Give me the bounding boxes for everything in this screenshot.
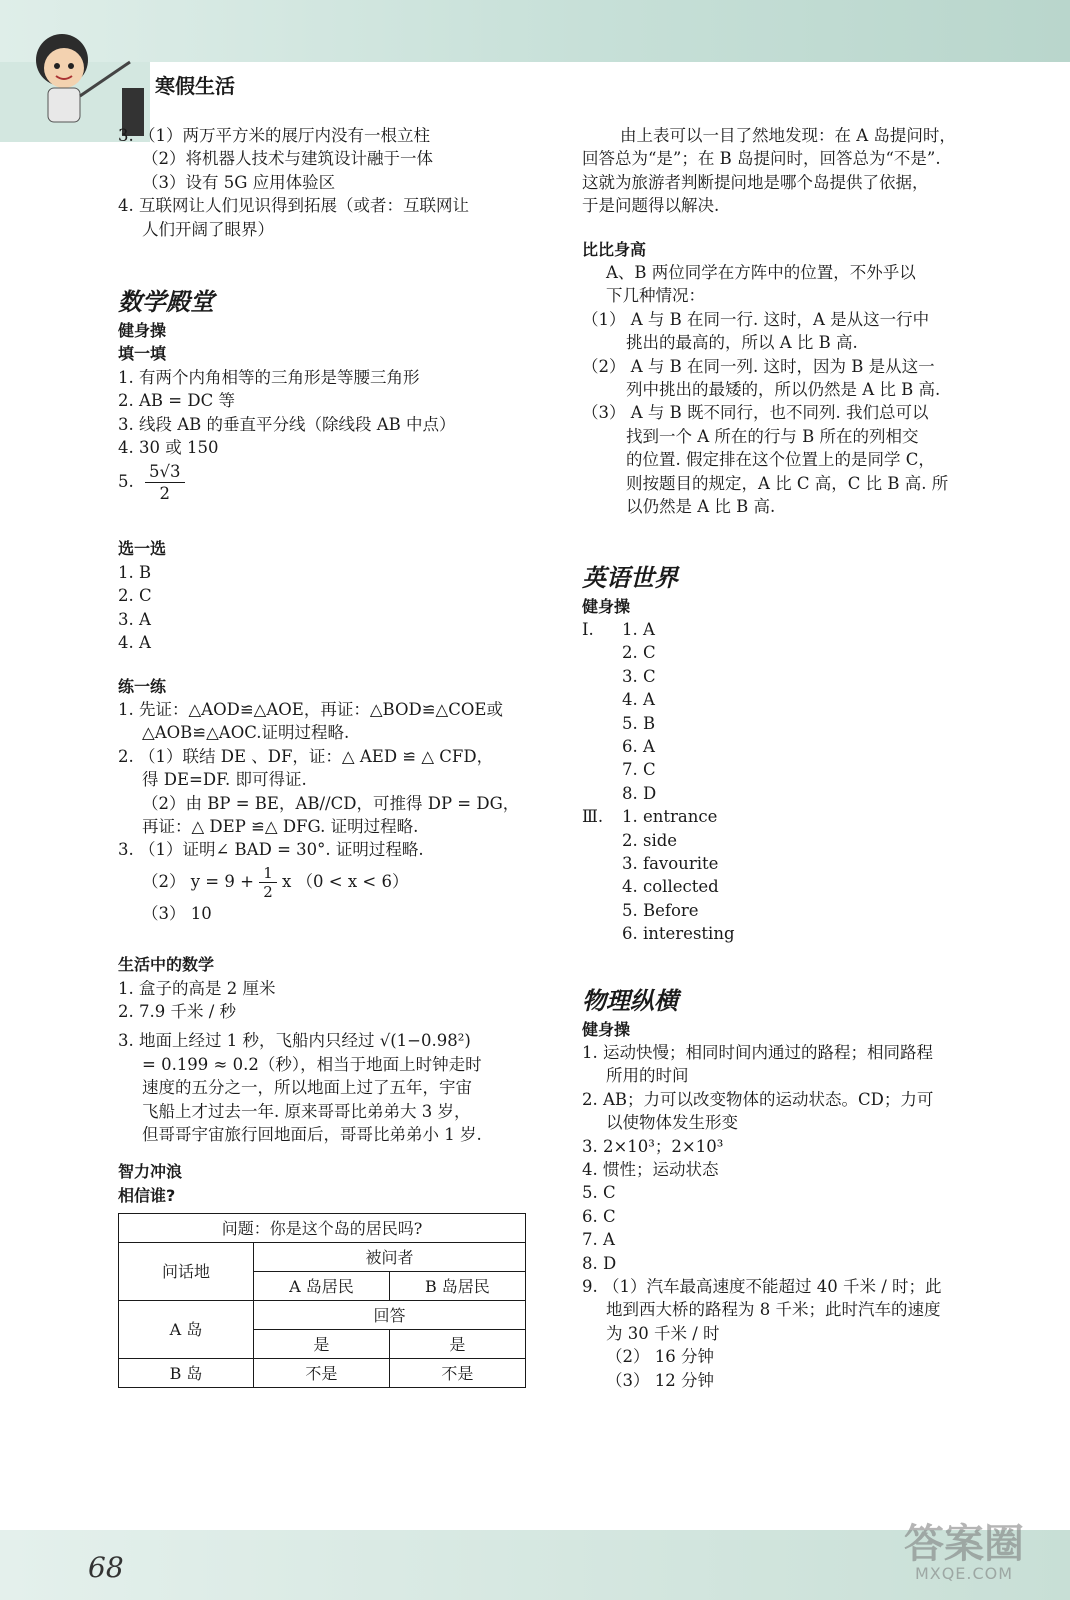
answer-line: 2. 7.9 千米 / 秒 [118, 1001, 237, 1021]
answer-line: 地到西大桥的路程为 8 千米；此时汽车的速度 [606, 1300, 941, 1320]
roman-numeral: I. [582, 619, 594, 639]
answer-line: 再证：△ DEP ≌△ DFG. 证明过程略. [142, 816, 419, 836]
top-decor-band [0, 0, 1070, 62]
answer-line: 9. （1）汽车最高速度不能超过 40 千米 / 时；此 [582, 1277, 942, 1297]
answer-line-fraction [118, 459, 538, 505]
answer-line: 找到一个 A 所在的行与 B 所在的列相交 [626, 426, 919, 446]
answer-line: （3） 12 分钟 [606, 1370, 714, 1390]
table-cell: 是 [389, 1330, 525, 1359]
watermark-sub-text: MXQE.COM [914, 1564, 1014, 1583]
subsection-title: 相信谁? [118, 1185, 176, 1205]
answer-line: 3. 线段 AB 的垂直平分线（除线段 AB 中点） [118, 414, 456, 434]
answer-line: 但哥哥宇宙旅行回地面后，哥哥比弟弟小 1 岁. [142, 1125, 482, 1144]
answer-line: （2） A 与 B 在同一列. 这时，因为 B 是从这一 [582, 356, 935, 376]
watermark-main-text: 答案圈 [904, 1521, 1024, 1567]
answer-line: 为 30 千米 / 时 [606, 1323, 720, 1343]
answer-line: 4. 互联网让人们见识得到拓展（或者：互联网让 [118, 196, 469, 216]
answer-line: 5. C [582, 1183, 616, 1203]
table-header-question: 问题：你是这个岛的居民吗? [119, 1214, 526, 1243]
answer-line: 由上表可以一目了然地发现：在 A 岛提问时， [620, 126, 956, 145]
answer-line: △AOB≌△AOC.证明过程略. [142, 723, 350, 743]
answer-line: 5. B [622, 713, 656, 733]
table-cell: 不是 [389, 1359, 525, 1388]
answer-line: 2. C [622, 643, 656, 663]
answer-line: 3. 2×10³；2×10³ [582, 1136, 724, 1156]
answer-line: 4. 30 或 150 [118, 438, 219, 458]
fraction [145, 461, 185, 504]
table-cell-island-a: A 岛 [119, 1301, 254, 1359]
formula-suffix: x （0 < x < 6） [282, 871, 409, 891]
answer-line: 7. A [582, 1230, 615, 1250]
answer-line: 以仍然是 A 比 B 高. [626, 497, 776, 517]
subsection-title: 生活中的数学 [118, 955, 215, 975]
section-title-physics: 物理纵横 [582, 985, 678, 1015]
answer-line: 6. C [582, 1206, 616, 1226]
table-header-a-resident: A 岛居民 [254, 1272, 390, 1301]
formula-prefix: （2） y = 9 + [142, 871, 254, 891]
answer-line: 8. D [582, 1253, 617, 1273]
answer-line: 7. C [622, 760, 656, 780]
answer-line: （3） 10 [142, 903, 212, 923]
english-part-1 [582, 618, 1002, 805]
subsection-title: 健身操 [118, 321, 167, 341]
answer-line: 回答总为“是”；在 B 岛提问时，回答总为“不是”. [582, 149, 941, 169]
answer-line: 2. AB = DC 等 [118, 391, 235, 411]
answer-line: 1. 运动快慢；相同时间内通过的路程；相同路程 [582, 1043, 933, 1062]
answer-line: 4. A [118, 633, 151, 653]
section-title-math: 数学殿堂 [118, 287, 214, 317]
answer-line: 得 DE=DF. 即可得证. [142, 770, 307, 790]
answer-line: 2. AB；力可以改变物体的运动状态。CD；力可 [582, 1089, 934, 1109]
answer-line: 2. side [622, 830, 678, 850]
answer-line: 3. favourite [622, 853, 719, 873]
fraction-denominator: 2 [263, 882, 273, 901]
answer-line: 4. A [622, 690, 655, 710]
answer-line: 3. （1）证明∠ BAD = 30°. 证明过程略. [118, 840, 424, 860]
right-column [582, 124, 1002, 1392]
answer-line: （1） A 与 B 在同一行. 这时，A 是从这一行中 [582, 309, 930, 329]
answer-line: 2. （1）联结 DE 、DF，证：△ AED ≌ △ CFD， [118, 746, 494, 766]
answer-line: （2） 16 分钟 [606, 1347, 714, 1367]
answer-line: （3） A 与 B 既不同行，也不同列. 我们总可以 [582, 403, 929, 423]
answer-line: 3. 地面上经过 1 秒，飞船内只经过 √(1−0.98²) [118, 1031, 471, 1051]
answer-line: 速度的五分之一，所以地面上过了五年，宇宙 [142, 1078, 472, 1098]
answer-line: 于是问题得以解决. [582, 196, 720, 216]
subsection-title: 智力冲浪 [118, 1162, 183, 1182]
answer-line: 人们开阔了眼界） [142, 219, 274, 239]
left-column [118, 124, 538, 1388]
subsection-title: 填一填 [118, 344, 167, 364]
answer-line: 4. 惯性；运动状态 [582, 1160, 719, 1180]
answer-line: = 0.199 ≈ 0.2（秒），相当于地面上时钟走时 [142, 1054, 482, 1074]
subsection-title: 健身操 [582, 1019, 631, 1039]
english-part-3 [582, 805, 1002, 945]
table-header-ask-place: 问话地 [119, 1243, 254, 1301]
island-question-table [118, 1213, 526, 1388]
table-header-b-resident: B 岛居民 [389, 1272, 525, 1301]
answer-line: 6. interesting [622, 924, 735, 944]
fraction-denominator: 2 [159, 484, 170, 504]
answer-line: 1. 有两个内角相等的三角形是等腰三角形 [118, 367, 420, 387]
table-cell: 不是 [254, 1359, 390, 1388]
answer-line: 1. A [622, 619, 655, 639]
answer-line: 1. 盒子的高是 2 厘米 [118, 978, 276, 998]
table-header-answer: 回答 [254, 1301, 526, 1330]
answer-line: 6. A [622, 736, 655, 756]
answer-line: 3. C [622, 666, 656, 686]
subsection-title: 健身操 [582, 596, 631, 616]
answer-line: 3. A [118, 609, 151, 629]
answer-line: A、B 两位同学在方阵中的位置，不外乎以 [606, 263, 916, 283]
table-header-respondent: 被问者 [254, 1243, 526, 1272]
book-title: 寒假生活 [155, 74, 235, 98]
answer-line: 所用的时间 [606, 1066, 689, 1086]
subsection-title: 选一选 [118, 539, 167, 559]
watermark-logo [894, 1521, 1034, 1586]
page-number: 68 [88, 1551, 124, 1584]
answer-line: 则按题目的规定，A 比 C 高，C 比 B 高. 所 [626, 473, 949, 493]
answer-line: 2. C [118, 586, 152, 606]
answer-line: （2）由 BP = BE，AB//CD，可推得 DP = DG， [142, 793, 520, 813]
answer-line: （3）设有 5G 应用体验区 [142, 172, 336, 192]
answer-line-fraction [118, 862, 538, 902]
answer-line: 8. D [622, 783, 657, 803]
answer-line: 以使物体发生形变 [606, 1113, 738, 1133]
section-title-english: 英语世界 [582, 562, 678, 592]
answer-line: （2）将机器人技术与建筑设计融于一体 [142, 149, 433, 169]
roman-numeral: Ⅲ. [582, 807, 604, 827]
answer-line: 4. collected [622, 877, 719, 897]
fraction-numerator: 1 [259, 864, 277, 883]
answer-line: 1. entrance [622, 807, 718, 827]
answer-line: 5. Before [622, 900, 699, 920]
subsection-title: 比比身高 [582, 239, 647, 259]
answer-line: 挑出的最高的，所以 A 比 B 高. [626, 333, 858, 353]
answer-line: 列中挑出的最矮的，所以仍然是 A 比 B 高. [626, 380, 941, 400]
subsection-title: 练一练 [118, 676, 167, 696]
answer-line: 飞船上才过去一年. 原来哥哥比弟弟大 3 岁， [142, 1101, 471, 1121]
fraction-numerator: 5√3 [145, 461, 185, 483]
answer-line: 这就为旅游者判断提问地是哪个岛提供了依据， [582, 172, 929, 192]
answer-line: 1. B [118, 562, 152, 582]
fraction [259, 864, 277, 901]
answer-line: 3. （1）两万平方米的展厅内没有一根立柱 [118, 126, 430, 145]
answer-line: 的位置. 假定排在这个位置上的是同学 C， [626, 450, 935, 470]
table-cell-island-b: B 岛 [119, 1359, 254, 1388]
table-cell: 是 [254, 1330, 390, 1359]
answer-line: 1. 先证：△AOD≌△AOE，再证：△BOD≌△COE或 [118, 699, 503, 719]
english-part-3-list [622, 805, 735, 945]
mascot-illustration [14, 18, 154, 138]
answer-line: 下几种情况： [606, 286, 705, 306]
english-part-1-list [622, 618, 656, 805]
answer-number: 5. [118, 472, 134, 492]
